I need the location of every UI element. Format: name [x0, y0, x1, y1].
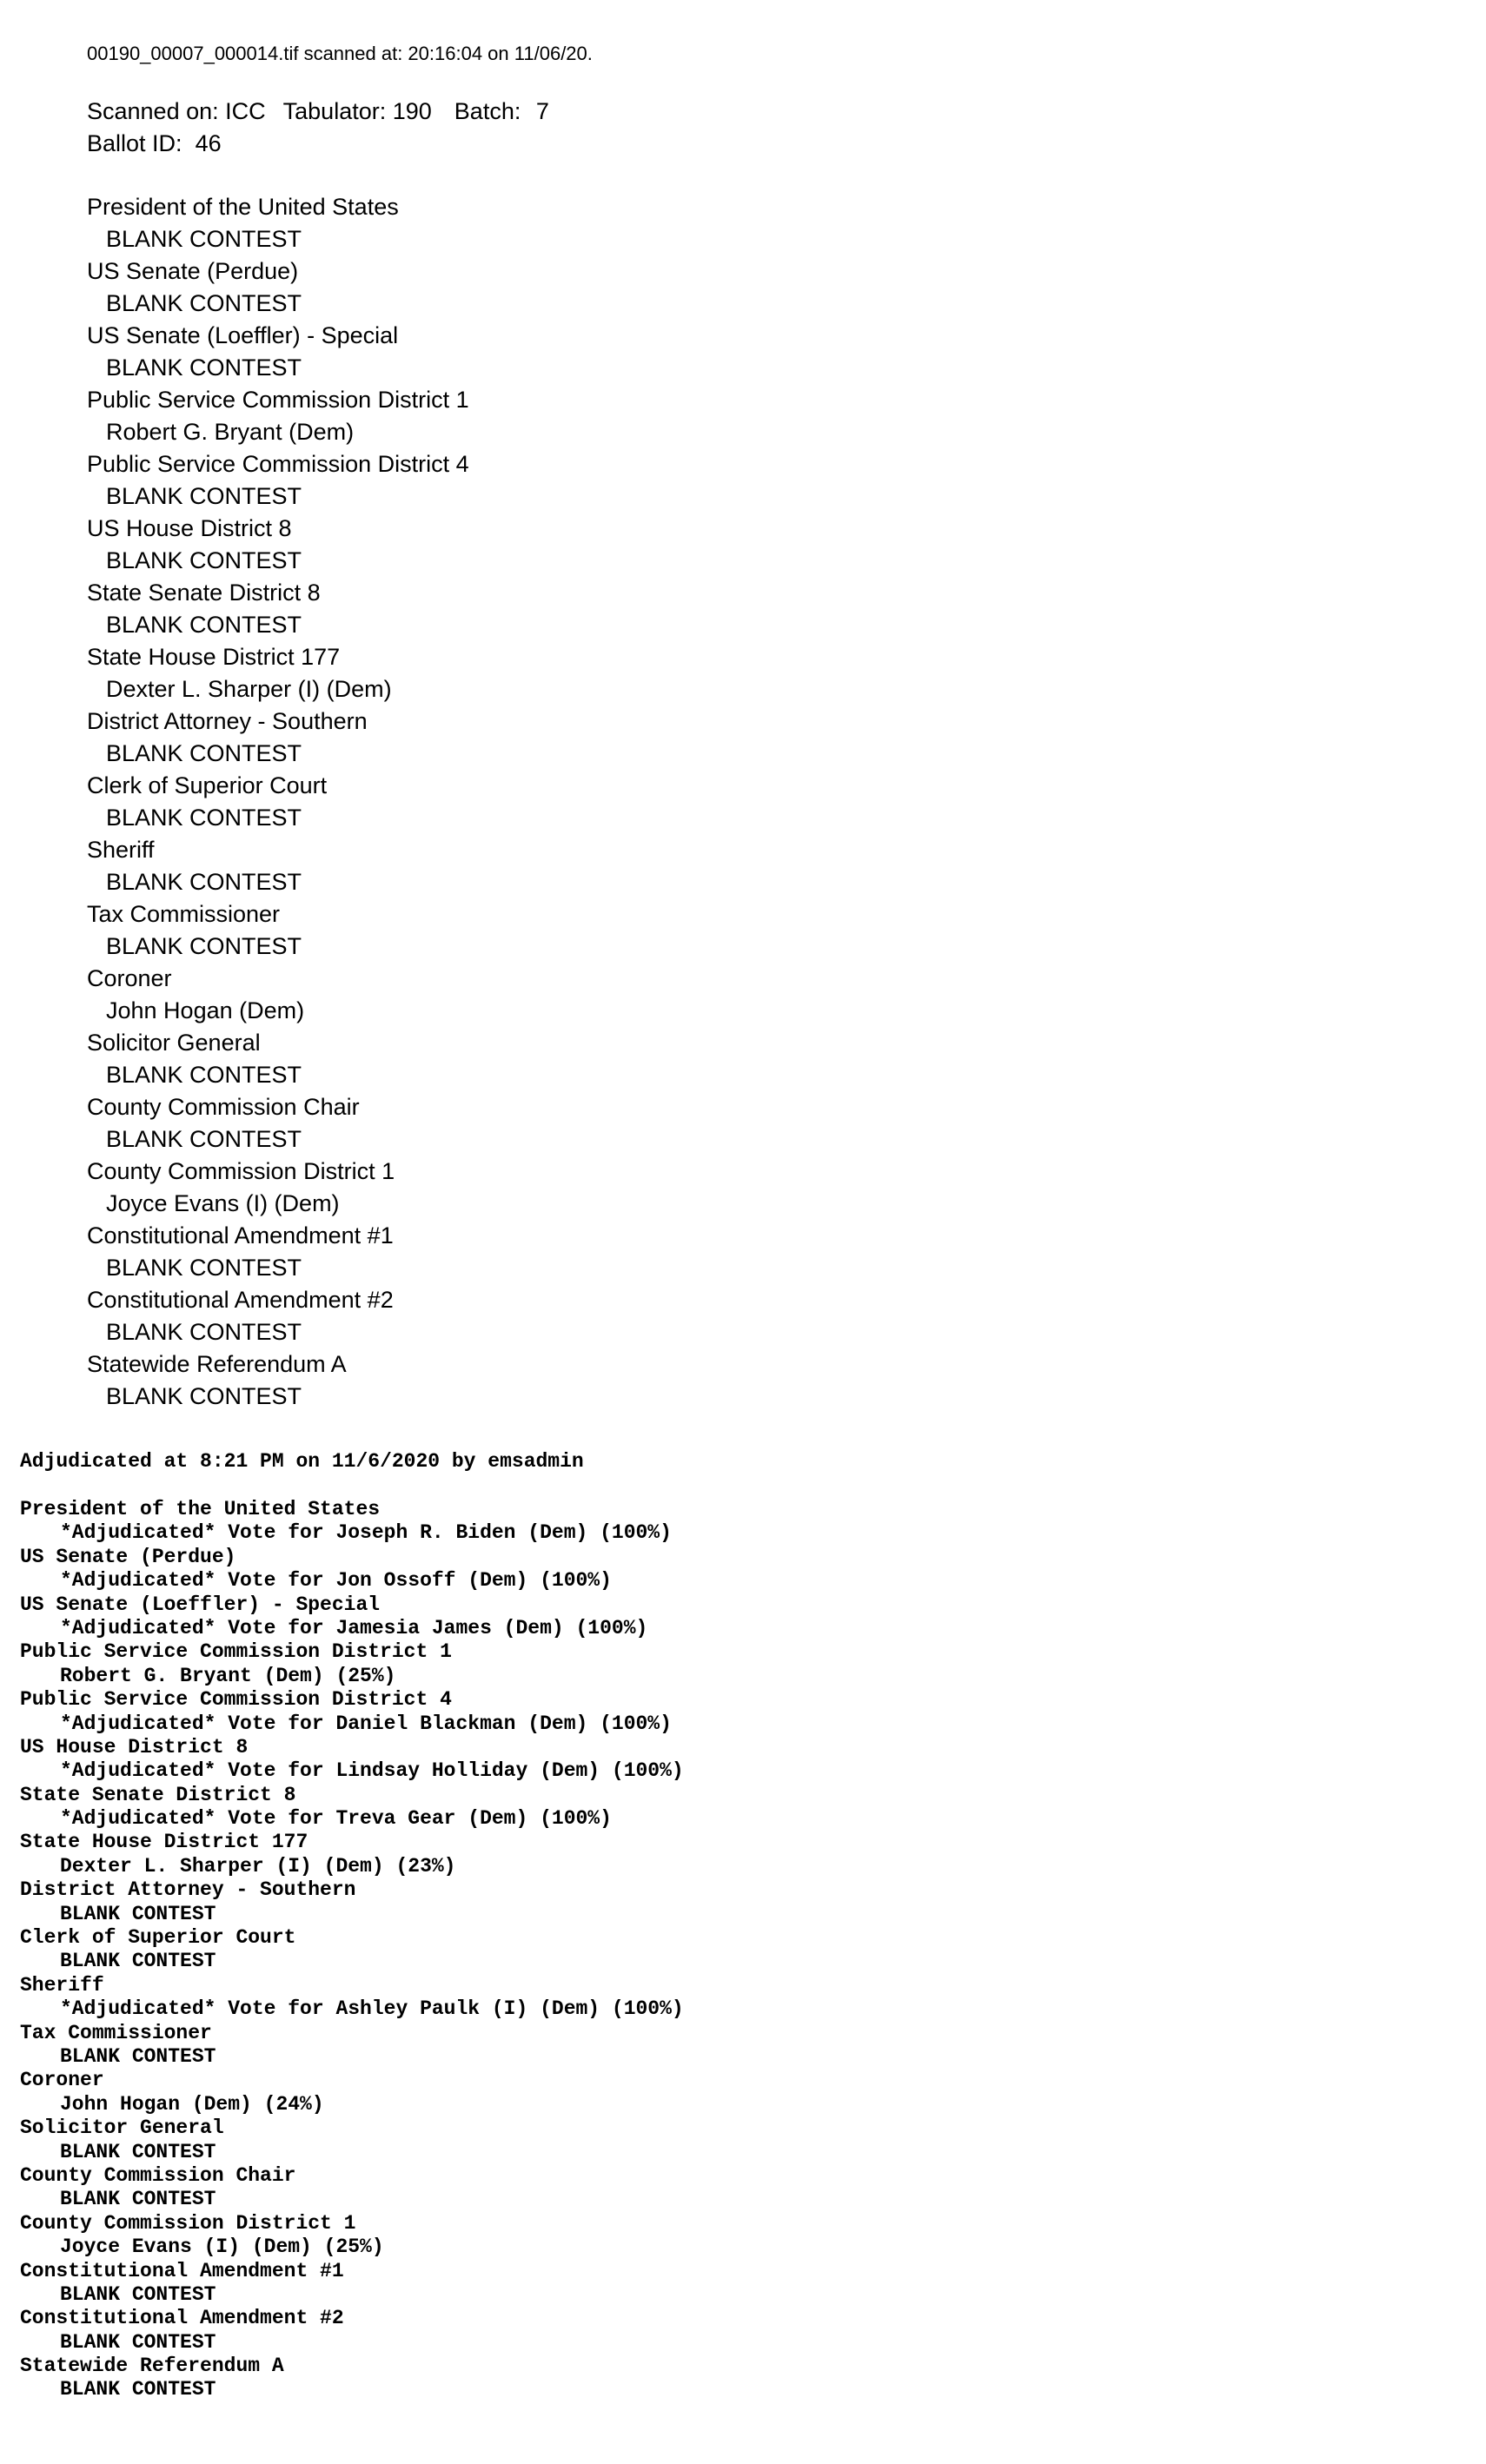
contest-choice: Robert G. Bryant (Dem): [106, 419, 355, 445]
adjudicated-contest-name: US Senate (Perdue): [20, 1545, 236, 1568]
contest-choice: Joyce Evans (I) (Dem): [106, 1190, 340, 1216]
adjudicated-contest-name: District Attorney - Southern: [20, 1878, 356, 1902]
scanned-contest: [87, 384, 593, 448]
scanned-contest: [87, 963, 593, 1027]
contest-choice: BLANK CONTEST: [106, 483, 302, 509]
contest-name: Public Service Commission District 1: [87, 387, 469, 413]
adjudicated-contest-choice: BLANK CONTEST: [60, 2330, 216, 2354]
contest-name: Constitutional Amendment #2: [87, 1287, 394, 1313]
scanned-on-value: ICC: [225, 98, 266, 124]
adjudicated-contest-name: Coroner: [20, 2069, 104, 2092]
scanned-contest: [87, 320, 593, 384]
adjudicated-contest-choice: *Adjudicated* Vote for Ashley Paulk (I) (Dem) (100%): [60, 1997, 684, 2021]
adjudicated-contest: [20, 1688, 684, 1736]
adjudicated-contest: [20, 2212, 684, 2260]
adjudicated-contest: [20, 2355, 684, 2402]
contest-choice: BLANK CONTEST: [106, 869, 302, 895]
scanned-contest: [87, 191, 593, 255]
contest-name: Coroner: [87, 965, 172, 991]
contest-choice: BLANK CONTEST: [106, 1319, 302, 1345]
adjudicated-contest-name: Sheriff: [20, 1973, 104, 1997]
adjudicated-contest-name: County Commission Chair: [20, 2163, 296, 2187]
contest-choice: John Hogan (Dem): [106, 997, 305, 1023]
adjudicated-contest-choice: Joyce Evans (I) (Dem) (25%): [60, 2235, 384, 2259]
adjudicated-contest-choice: *Adjudicated* Vote for Daniel Blackman (Dem) (100%): [60, 1712, 672, 1735]
contest-name: US Senate (Perdue): [87, 258, 299, 284]
contest-name: Sheriff: [87, 837, 155, 863]
tabulator-label: Tabulator:: [282, 98, 387, 124]
scanned-contest: [87, 898, 593, 963]
contest-choice: BLANK CONTEST: [106, 354, 302, 381]
scanned-contest: [87, 1284, 593, 1348]
contest-name: County Commission District 1: [87, 1158, 395, 1184]
scanned-on-label: Scanned on:: [87, 98, 219, 124]
scanned-contest: [87, 513, 593, 577]
adjudicated-contest: [20, 2307, 684, 2355]
adjudicated-contest-choice: BLANK CONTEST: [60, 1902, 216, 1925]
adjudicated-contest: [20, 1593, 684, 1641]
adjudicated-contest-name: Constitutional Amendment #1: [20, 2259, 344, 2282]
contest-name: Clerk of Superior Court: [87, 772, 328, 798]
scanned-contest: [87, 255, 593, 320]
adjudicated-contest-name: Tax Commissioner: [20, 2021, 212, 2044]
adjudicated-contest: [20, 2164, 684, 2212]
contest-name: Public Service Commission District 4: [87, 451, 469, 477]
adjudicated-contest: [20, 1831, 684, 1878]
adjudicated-contest-choice: BLANK CONTEST: [60, 2378, 216, 2401]
scan-meta-line: [87, 96, 593, 128]
contest-name: State Senate District 8: [87, 580, 321, 606]
adjudicated-contest: [20, 2022, 684, 2070]
adjudicated-contest: [20, 1974, 684, 2022]
contest-name: County Commission Chair: [87, 1094, 360, 1120]
contest-choice: BLANK CONTEST: [106, 740, 302, 766]
contest-name: Tax Commissioner: [87, 901, 281, 927]
scanned-contest: [87, 1156, 593, 1220]
adjudicated-contest-name: US Senate (Loeffler) - Special: [20, 1593, 381, 1616]
scan-file-line: 00190_00007_000014.tif scanned at: 20:16:04 on 11/06/20.: [87, 43, 593, 64]
scanned-contest: [87, 1220, 593, 1284]
contest-choice: BLANK CONTEST: [106, 933, 302, 959]
adjudicated-contest-choice: *Adjudicated* Vote for Joseph R. Biden (Dem) (100%): [60, 1521, 672, 1545]
contest-choice: BLANK CONTEST: [106, 1062, 302, 1088]
scanned-contest: [87, 834, 593, 898]
contest-choice: BLANK CONTEST: [106, 1383, 302, 1409]
adjudicated-contest: [20, 2069, 684, 2116]
adjudicated-contest-name: President of the United States: [20, 1498, 381, 1520]
contest-name: Statewide Referendum A: [87, 1351, 347, 1377]
contest-name: US Senate (Loeffler) - Special: [87, 322, 399, 348]
contest-choice: BLANK CONTEST: [106, 547, 302, 573]
batch-value: 7: [535, 98, 549, 124]
scanned-contest: [87, 641, 593, 705]
adjudicated-contest-name: Statewide Referendum A: [20, 2355, 284, 2378]
contest-choice: BLANK CONTEST: [106, 1255, 302, 1281]
contest-name: President of the United States: [87, 194, 399, 220]
scanned-contest: [87, 770, 593, 834]
adjudicated-contest-choice: BLANK CONTEST: [60, 2282, 216, 2306]
adjudicated-contest-choice: John Hogan (Dem) (24%): [60, 2092, 324, 2116]
adjudicated-contest-list: [20, 1498, 684, 2402]
adjudication-header: Adjudicated at 8:21 PM on 11/6/2020 by emsadmin: [20, 1450, 584, 1473]
scanned-contest: [87, 1091, 593, 1156]
contest-choice: BLANK CONTEST: [106, 1126, 302, 1152]
adjudicated-contest-name: US House District 8: [20, 1735, 249, 1759]
scanned-contest: [87, 1027, 593, 1091]
adjudicated-contest-choice: Dexter L. Sharper (I) (Dem) (23%): [60, 1854, 456, 1878]
adjudicated-contest: [20, 1736, 684, 1784]
adjudicated-contest-name: Constitutional Amendment #2: [20, 2307, 344, 2330]
adjudicated-contest-name: Clerk of Superior Court: [20, 1926, 296, 1950]
batch-label: Batch:: [454, 98, 521, 124]
adjudicated-contest: [20, 1878, 684, 1926]
ballot-id-label: Ballot ID:: [87, 130, 182, 156]
contest-choice: Dexter L. Sharper (I) (Dem): [106, 676, 392, 702]
adjudicated-contest-name: County Commission District 1: [20, 2211, 356, 2235]
adjudicated-contest-name: Public Service Commission District 4: [20, 1688, 452, 1712]
contest-choice: BLANK CONTEST: [106, 805, 302, 831]
adjudicated-contest-choice: Robert G. Bryant (Dem) (25%): [60, 1664, 396, 1687]
adjudicated-contest-name: Public Service Commission District 1: [20, 1640, 452, 1664]
adjudicated-contest-choice: *Adjudicated* Vote for Lindsay Holliday (Dem) (100%): [60, 1759, 684, 1783]
adjudicated-contest: [20, 2260, 684, 2308]
contest-choice: BLANK CONTEST: [106, 290, 302, 316]
adjudicated-contest-choice: *Adjudicated* Vote for Jon Ossoff (Dem) (100%): [60, 1569, 612, 1593]
adjudicated-contest-choice: *Adjudicated* Vote for Treva Gear (Dem) (100%): [60, 1807, 612, 1831]
adjudicated-contest: [20, 1546, 684, 1593]
tabulator-value: 190: [392, 98, 432, 124]
ballot-scan-section: [87, 42, 593, 1413]
scanned-contest: [87, 705, 593, 770]
contest-name: Solicitor General: [87, 1030, 261, 1056]
adjudicated-contest-choice: BLANK CONTEST: [60, 2188, 216, 2211]
adjudicated-contest-name: State Senate District 8: [20, 1783, 296, 1806]
contest-name: Constitutional Amendment #1: [87, 1222, 394, 1249]
contest-choice: BLANK CONTEST: [106, 612, 302, 638]
contest-choice: BLANK CONTEST: [106, 226, 302, 252]
adjudicated-contest: [20, 1926, 684, 1974]
adjudicated-contest: [20, 1498, 684, 1546]
ballot-id-line: [87, 128, 593, 160]
contest-name: District Attorney - Southern: [87, 708, 368, 734]
adjudicated-contest: [20, 1784, 684, 1831]
adjudicated-contest: [20, 1640, 684, 1688]
ballot-id-value: 46: [195, 130, 222, 156]
scanned-contest: [87, 448, 593, 513]
scanned-contest: [87, 1348, 593, 1413]
adjudicated-contest-name: Solicitor General: [20, 2116, 224, 2140]
contest-name: US House District 8: [87, 515, 292, 541]
adjudicated-contest-choice: BLANK CONTEST: [60, 1950, 216, 1973]
adjudicated-contest-choice: BLANK CONTEST: [60, 2044, 216, 2068]
adjudicated-contest-choice: BLANK CONTEST: [60, 2140, 216, 2163]
scanned-contest: [87, 577, 593, 641]
adjudicated-contest-choice: *Adjudicated* Vote for Jamesia James (Dem) (100%): [60, 1616, 648, 1639]
adjudicated-contest-name: State House District 177: [20, 1831, 308, 1854]
adjudication-section: [20, 1450, 684, 2402]
scanned-contest-list: [87, 191, 593, 1413]
contest-name: State House District 177: [87, 644, 341, 670]
adjudicated-contest: [20, 2116, 684, 2164]
